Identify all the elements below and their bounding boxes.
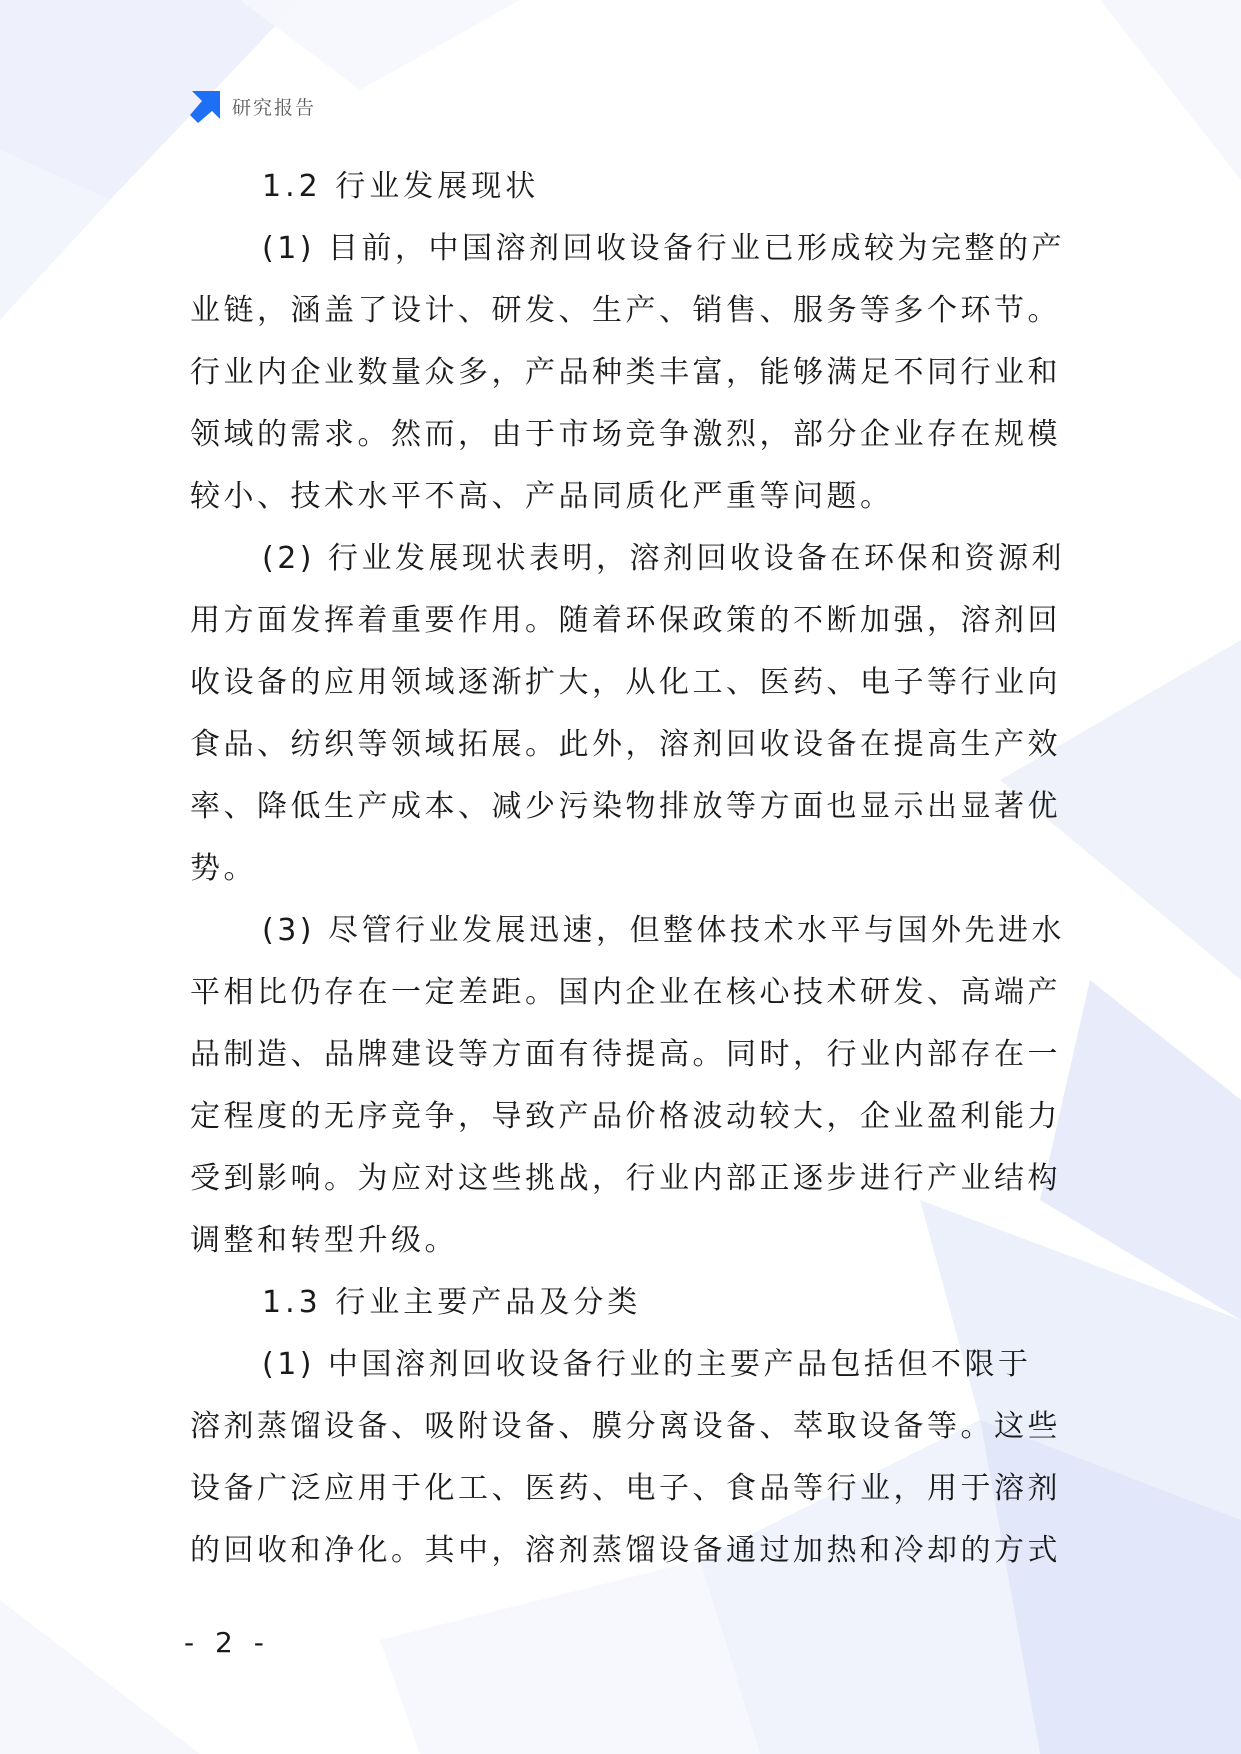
text-line: 行业内企业数量众多，产品种类丰富，能够满足不同行业和 (190, 355, 1061, 390)
paragraph-1-2-1 (190, 218, 1070, 528)
paragraph-1-2-2 (190, 528, 1070, 900)
page-header (188, 88, 316, 124)
text-line: 率、降低生产成本、减少污染物排放等方面也显示出显著优 (190, 789, 1061, 824)
text-line: 业链，涵盖了设计、研发、生产、销售、服务等多个环节。 (190, 293, 1061, 328)
text-line: (1) 中国溶剂回收设备行业的主要产品包括但不限于 (262, 1347, 1032, 1382)
text-line: 设备广泛应用于化工、医药、电子、食品等行业，用于溶剂 (190, 1471, 1061, 1506)
text-line: 领域的需求。然而，由于市场竞争激烈，部分企业存在规模 (190, 417, 1061, 452)
section-heading-1-3: 1.3 行业主要产品及分类 (262, 1285, 642, 1320)
text-line: 用方面发挥着重要作用。随着环保政策的不断加强，溶剂回 (190, 603, 1061, 638)
text-line: 食品、纺织等领域拓展。此外，溶剂回收设备在提高生产效 (190, 727, 1061, 762)
paragraph-1-2-3 (190, 900, 1070, 1272)
text-line: 溶剂蒸馏设备、吸附设备、膜分离设备、萃取设备等。这些 (190, 1409, 1061, 1444)
text-line: (2) 行业发展现状表明，溶剂回收设备在环保和资源利 (262, 541, 1066, 576)
text-line: 受到影响。为应对这些挑战，行业内部正逐步进行产业结构 (190, 1161, 1061, 1196)
text-line: 调整和转型升级。 (190, 1223, 458, 1258)
header-label: 研究报告 (232, 96, 317, 119)
text-line: (1) 目前，中国溶剂回收设备行业已形成较为完整的产 (262, 231, 1066, 266)
text-line: 势。 (190, 851, 257, 886)
page-number: - 2 - (184, 1626, 270, 1659)
text-line: (3) 尽管行业发展迅速，但整体技术水平与国外先进水 (262, 913, 1066, 948)
text-line: 较小、技术水平不高、产品同质化严重等问题。 (190, 479, 894, 514)
text-line: 平相比仍存在一定差距。国内企业在核心技术研发、高端产 (190, 975, 1061, 1010)
text-line: 品制造、品牌建设等方面有待提高。同时，行业内部存在一 (190, 1037, 1061, 1072)
arrow-up-right-icon (188, 89, 222, 123)
paragraph-1-3-1 (190, 1334, 1070, 1582)
text-line: 的回收和净化。其中，溶剂蒸馏设备通过加热和冷却的方式 (190, 1533, 1061, 1568)
document-body (190, 156, 1070, 1582)
text-line: 定程度的无序竞争，导致产品价格波动较大，企业盈利能力 (190, 1099, 1061, 1134)
text-line: 收设备的应用领域逐渐扩大，从化工、医药、电子等行业向 (190, 665, 1061, 700)
section-heading-1-2: 1.2 行业发展现状 (262, 169, 540, 204)
